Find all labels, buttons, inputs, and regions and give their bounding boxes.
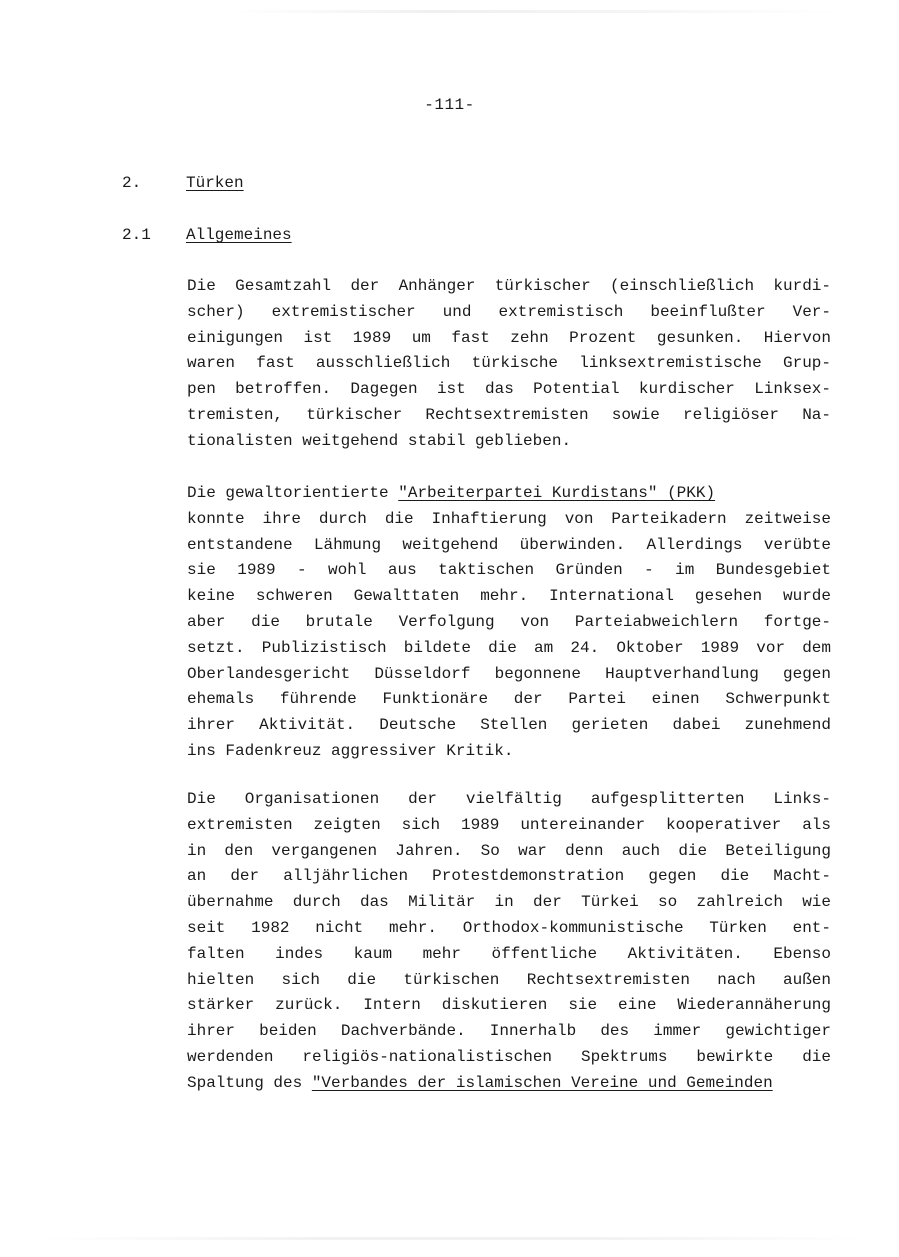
text-line: werdenden religiös-nationalistischen Spektrums bewirkte die bbox=[187, 1047, 831, 1066]
text-line: ins Fadenkreuz aggressiver Kritik. bbox=[187, 741, 514, 760]
text-line-prefix: Die gewaltorientierte bbox=[187, 484, 399, 502]
text-line: hielten sich die türkischen Rechtsextremisten nach außen bbox=[187, 970, 831, 989]
text-line: sie 1989 - wohl aus taktischen Gründen - im Bundesgebiet bbox=[187, 561, 831, 580]
text-line-prefix: Spaltung des bbox=[187, 1073, 312, 1092]
text-line: Oberlandesgericht Düsseldorf begonnene Hauptverhandlung gegen bbox=[187, 664, 831, 683]
page-number: -111- bbox=[424, 96, 475, 114]
section-title: Türken bbox=[186, 174, 244, 192]
scan-edge-top bbox=[230, 10, 840, 13]
subsection-heading-allgemeines bbox=[122, 226, 292, 244]
text-line: ehemals führende Funktionäre der Partei einen Schwerpunkt bbox=[187, 690, 831, 709]
organization-name-verband: "Verbandes der islamischen Vereine und Gemeinden bbox=[311, 1073, 773, 1092]
text-line bbox=[187, 1071, 831, 1097]
section-heading-turken bbox=[122, 174, 244, 192]
paragraph-pkk bbox=[187, 481, 831, 765]
text-line: ihrer beiden Dachverbände. Innerhalb des immer gewichtiger bbox=[187, 1022, 831, 1041]
text-line: Die Gesamtzahl der Anhänger türkischer (einschließlich kurdi- bbox=[187, 277, 831, 295]
section-number: 2. bbox=[122, 174, 142, 192]
subsection-number: 2.1 bbox=[122, 226, 151, 244]
paragraph-overview bbox=[187, 274, 831, 455]
text-line: stärker zurück. Intern diskutieren sie eine Wiederannäherung bbox=[187, 996, 831, 1015]
subsection-title: Allgemeines bbox=[186, 226, 292, 244]
text-line: setzt. Publizistisch bildete die am 24. Oktober 1989 vor dem bbox=[187, 638, 831, 657]
text-line: keine schweren Gewalttaten mehr. International gesehen wurde bbox=[187, 587, 831, 606]
text-line: in den vergangenen Jahren. So war denn auch die Beteiligung bbox=[187, 841, 831, 860]
text-line: ihrer Aktivität. Deutsche Stellen gerieten dabei zunehmend bbox=[187, 716, 831, 735]
text-line bbox=[187, 481, 831, 507]
text-line: tionalisten weitgehend stabil geblieben. bbox=[187, 431, 572, 450]
text-line: scher) extremistischer und extremistisch beeinflußter Ver- bbox=[187, 302, 831, 321]
text-line: aber die brutale Verfolgung von Parteiabweichlern fortge- bbox=[187, 612, 831, 631]
text-line: seit 1982 nicht mehr. Orthodox-kommunistische Türken ent- bbox=[187, 918, 831, 937]
text-line: tremisten, türkischer Rechtsextremisten sowie religiöser Na- bbox=[187, 405, 831, 424]
text-line: Die Organisationen der vielfältig aufgesplitterten Links- bbox=[187, 790, 831, 808]
text-line: waren fast ausschließlich türkische linksextremistische Grup- bbox=[187, 354, 831, 373]
text-line: konnte ihre durch die Inhaftierung von Parteikadern zeitweise bbox=[187, 509, 831, 528]
text-line: pen betroffen. Dagegen ist das Potential kurdischer Linksex- bbox=[187, 380, 831, 399]
text-line: an der alljährlichen Protestdemonstration gegen die Macht- bbox=[187, 867, 831, 886]
scan-edge-bottom bbox=[40, 1237, 870, 1240]
paragraph-left-extremists bbox=[187, 787, 831, 1097]
text-line: extremisten zeigten sich 1989 untereinander kooperativer als bbox=[187, 815, 831, 834]
text-line: übernahme durch das Militär in der Türkei so zahlreich wie bbox=[187, 893, 831, 912]
text-line: einigungen ist 1989 um fast zehn Prozent gesunken. Hiervon bbox=[187, 328, 831, 347]
text-line: falten indes kaum mehr öffentliche Aktivitäten. Ebenso bbox=[187, 944, 831, 963]
organization-name-pkk: "Arbeiterpartei Kurdistans" (PKK) bbox=[398, 484, 716, 502]
text-line: entstandene Lähmung weitgehend überwinden. Allerdings verübte bbox=[187, 535, 831, 554]
